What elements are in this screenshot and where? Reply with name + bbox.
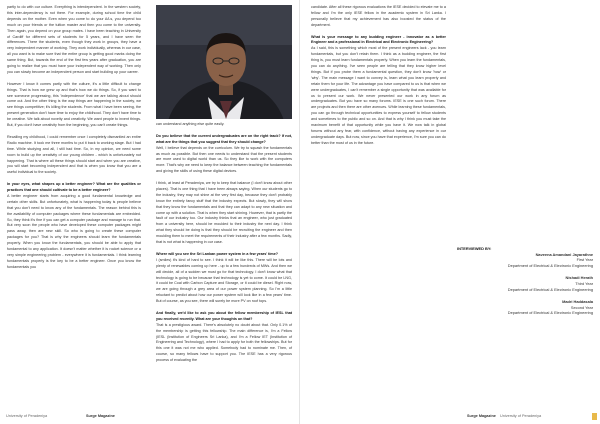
paragraph: However I know it comes partly with the culture, it's a little difficult to change things. That is how we grew up and that's how we do things. So, if you want to see someone progressing, this 'independence' that we are talking about should come out. And the other thing is the way things are happening in the society, we see things competitive; it's killing the students. From what I have been seeing, the present generation don't have time to enjoy the childhood. They don't have time to be creative. We talk about novelty and creativity. We want people to invent things. But, if you don't have creativity from the beginning, you can't create things. xyxy=(7,81,141,128)
interviewer-year: Third Year xyxy=(575,280,593,286)
left-column-1 xyxy=(7,5,141,277)
interviewer-dept: Department of Electrical & Electronic Engineering xyxy=(507,310,593,316)
paragraph: I think, at least at Peradeniya, we try to keep that balance (I don't know about other places). That is one thing that I have been always saying. When our students go to the industry, they may not shine at the very first day, because they don't probably know the entirely fancy stuff that the industry expects. But slowly, they will show that they know the fundamentals and that they can adapt to any new situation and come up with a solution. That is when they start shining. However, that is partly the fault of our industry too. Our industry thinks that an engineer, who just graduated from a university here, should be moulded to their industry the next day. I think what they should be doing is that they should be recruiting the engineer and then moulding them to meet the requirements of their industry after a few months. Sadly, that is not what is happening in our case. xyxy=(156,181,292,245)
left-column-2 xyxy=(156,122,292,370)
paragraph: A better engineer starts from acquiring a good fundamental knowledge and certain other skills. But unfortunately, what is happening today is people believe that you don't need to know any of the fundamentals. The reason behind this is the availability of computer packages where these fundamentals are embedded. So, they think it's fine if you can get a computer package and manage to run that. But very soon the people who have developed these computer packages might pass away, then are new skill. So who is going to create these computer packages for you? That is why the engineers should learn the fundamentals properly. When you know the fundamentals, you should be able to apply that fundamental to any application. It doesn't matter whether it is rocket science or a very simple engineering problem - everywhere it is fundamentals. I think learning fundamentals properly is the key to be a better engineer. Once you know the fundamentals you xyxy=(7,193,141,269)
footer-university: University of Peradeniya xyxy=(6,414,48,418)
right-page xyxy=(300,0,600,424)
interview-question: What is your message to any budding engineer - innovator as a better Engineer and a professional in Electrical and Electronic Engineering? xyxy=(311,34,446,45)
footer-magazine: Surge Magazine xyxy=(86,414,115,418)
paragraph: That is a prestigious award. There's absolutely no doubt about that. Only 0.1% of the membership is getting this fellowship. The main difference is, I'm a Fellow (IESL (Institution of Engineers Sri Lanka), and I'm a Fellow IET (Institution of Engineering and Technology), where I had to apply for both the fellowships. But for this one it was not me who applied. Somebody had to nominate me. Then, of course, so many fellows have to support you. The IESE has a very rigorous process of evaluating the xyxy=(156,322,292,363)
paragraph: can understand anything else quite easily. xyxy=(156,122,225,126)
interview-question: In your eyes, what shapes up a better engineer? What are the qualities or practices that one should cultivate to be a better engineer? xyxy=(7,182,141,193)
interview-question: And finally, we'd like to ask you about the fellow membership of IESL that you received recently. What are your thoughts on that? xyxy=(156,310,292,321)
interviewer-year: Second Year xyxy=(570,304,593,310)
paragraph: I (smiles) it's kind of hard to see. I think it will be like this. There will be lots and plenty of renewables coming up here - up to a few hundreds of MWs. And then we will decide, all of a sudden we must go for that technology. I don't know what that technology is going to be because that technology is yet to come. It could be LNG, it could be Coal with Carbon Capture and Storage, or it could be diesel. Right now, we are going through a grey area of our power system planning. So I'm a little reluctant to predict about how our power system will look like in a few years' time. But of course, as you see, there will surely be more PV on roof tops. xyxy=(156,257,292,304)
interviewee-portrait xyxy=(156,5,292,119)
paragraph: candidate. After all these rigorous evaluations the IESE decided to elevate me to a fellow and I'm the only IESE fellow in the academic system in Sri Lanka. I personally believe that my achievement has also boosted the status of the department. xyxy=(311,5,446,27)
interviewer-name: Nishadi Herath xyxy=(565,275,593,281)
interviewer-dept: Department of Electrical & Electronic Engineering xyxy=(507,262,593,268)
interviewed-by-block xyxy=(457,246,593,323)
paragraph: partly to do with our culture. Everything is interdependent. In the western society, this inter-dependency is not there. For example, during school time the child depends on the mother. Even when you come to do your A/Ls, you depend too much on your friends or the tuition master and then you come to the university. Then again, you depend on your group mates. I have been teaching in University of Cardiff for different sets of students for 5 years, and I have seen the differences. There the students, even though they work in groups, they have a very independent manner of working. They work individually, whereas in our case, all you want is to make sure that the entire group is getting good marks doing the same thing. But, towards the end of the first few years after graduation, you are going to realize that you must have your independent way of working. Then only you can slowly become an independent person and start building up your career. xyxy=(7,5,141,74)
interviewed-by-heading: INTERVIEWED BY: xyxy=(457,246,492,251)
right-column-1 xyxy=(311,5,446,153)
left-footer xyxy=(0,413,300,420)
interviewer-dept: Department of Electrical & Electronic Engineering xyxy=(507,286,593,292)
footer-university: University of Peradeniya xyxy=(500,414,542,418)
paragraph: Well, I believe that depends on the curriculum. We try to squash the fundamentals as much as possible. But then one needs to understand that the present students are more used to digital world than us. So they like to work with the computers more. That's why we need to keep the balance between teaching the fundamentals and giving the skills of using these digital devices. xyxy=(156,145,292,174)
footer-accent-bar xyxy=(592,413,597,420)
paragraph: As I said, this is something which most of the present engineers lack - you learn fundamentals, but you don't retain them. I think as a budding engineer, the first thing is, you must learn fundamentals properly. When you learn the fundamentals, you can do anything. I've seen people are telling that they know higher level things. But if you probe them a fundamental question, they don't know 'how' or 'why'. The main message I want to convey is, learn what you learn properly and retain them for your life. The advantage you have compared to us is that when we were undergraduates, I can't remember a single opportunity that was available for us to present our work. We never presented our work in any forum as undergraduates. But you have so many forums. IESE is one such forum. There are projects and then there are other avenues. While learning these fundamentals, you can go through technical opportunities to express yourself to fellow students and sometimes to the public and so on. And that is why I think you must take the maximum benefit of that opportunity while you have it. We now talk in global forums without any fear, with confidence, without having any experience in our undergraduate days. But now, since you have that experience, I'm sure you can do better than the most of us in the future. xyxy=(311,46,446,145)
interviewer-year: First Year xyxy=(576,257,593,263)
right-footer xyxy=(300,413,600,420)
interview-question: Do you believe that the current undergraduates are on the right track? If not, what are the things that you suggest that they should change? xyxy=(156,133,292,144)
footer-magazine: Surge Magazine xyxy=(467,414,496,418)
interview-question: Where will you see the Sri Lankan power system in a few years' time? xyxy=(156,251,278,256)
portrait-image xyxy=(156,5,292,119)
interviewer-name: Naveena Amandani Jayarathne xyxy=(535,251,593,257)
interviewer-name: Madri Haddasala xyxy=(562,299,593,305)
paragraph: Recalling my childhood, I could remember once I completely dismantled an entire Radio machine. It took me three months to put it back to working stage. But I had time. While studying and all, I still had time. So, in my opinion, we need some room to build up the creativity of our young children - which is unfortunately not happening. That is where all these things should start and when you are creative, you will start becoming independent and that is when you know that you are a useful individual to the society. xyxy=(7,134,141,175)
